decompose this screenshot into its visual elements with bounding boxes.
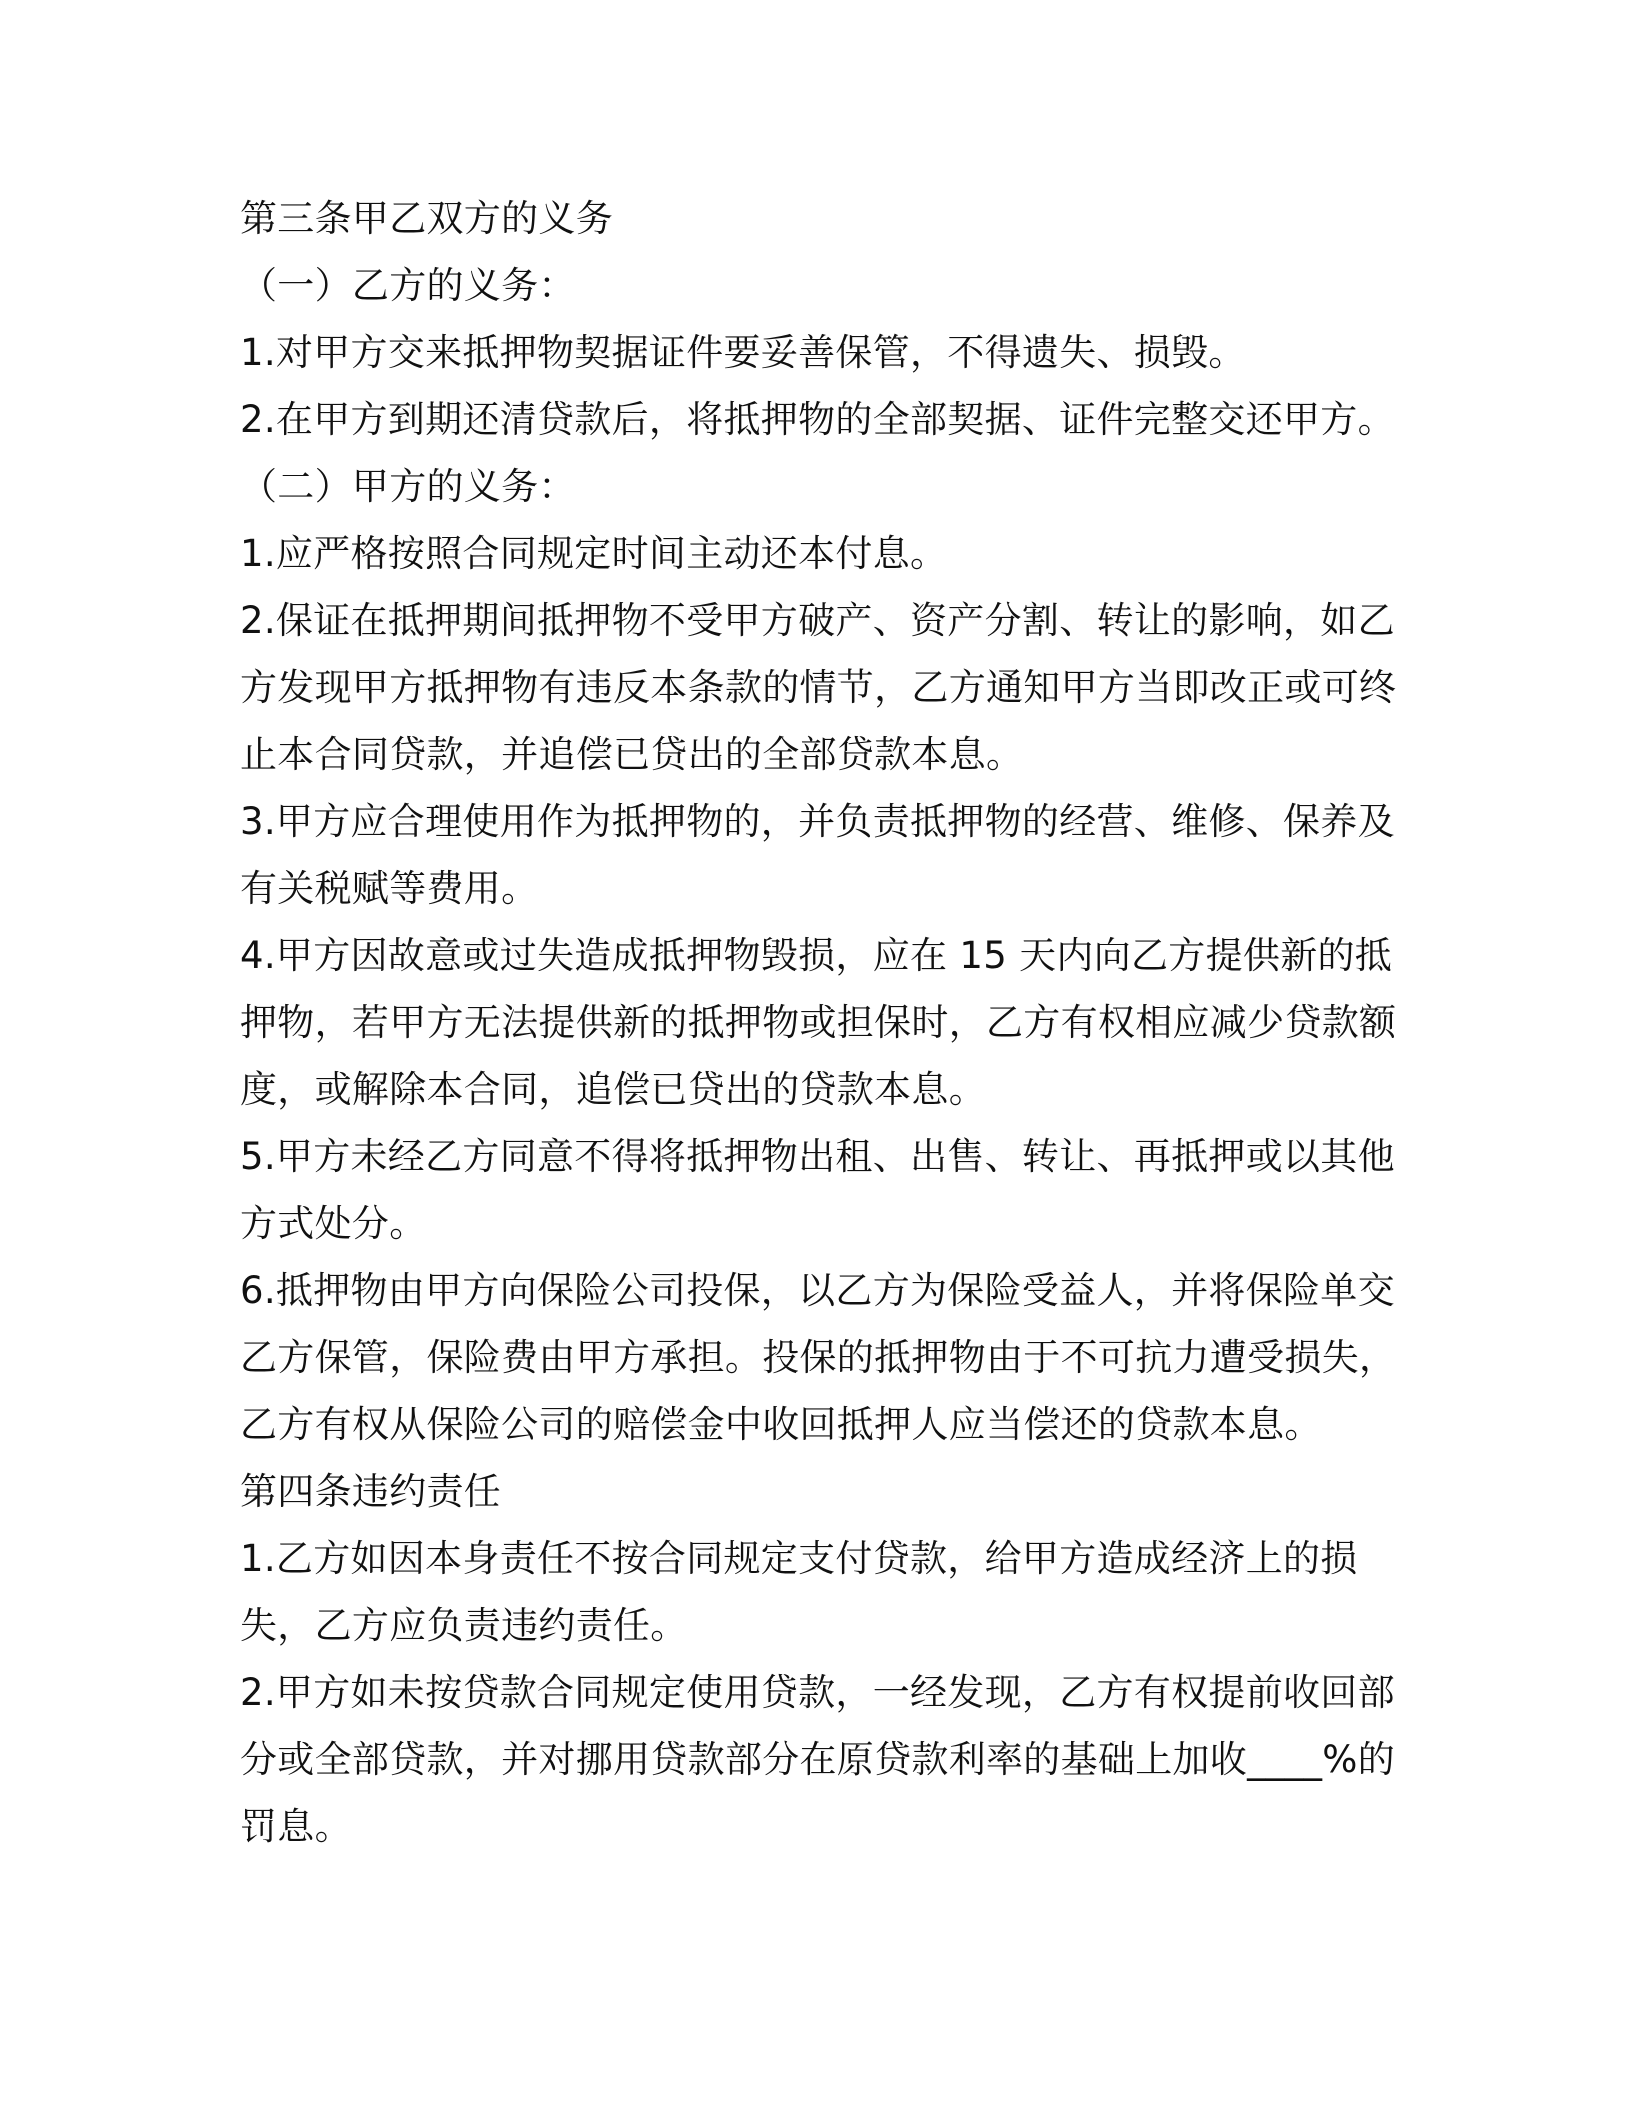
paragraph-line: 失，乙方应负责违约责任。 [240, 1604, 688, 1647]
article-3-heading: 第三条甲乙双方的义务 [240, 197, 613, 240]
paragraph-line: 止本合同贷款，并追偿已贷出的全部贷款本息。 [240, 733, 1024, 776]
paragraph-line: 2.甲方如未按贷款合同规定使用贷款，一经发现，乙方有权提前收回部 [240, 1671, 1395, 1714]
party-a-duties-heading: （二）甲方的义务： [240, 465, 576, 508]
paragraph-line: 乙方保管，保险费由甲方承担。投保的抵押物由于不可抗力遭受损失， [240, 1336, 1397, 1379]
paragraph-line: 2.保证在抵押期间抵押物不受甲方破产、资产分割、转让的影响，如乙 [240, 599, 1395, 642]
party-b-duties-heading: （一）乙方的义务： [240, 264, 576, 307]
paragraph-line: 1.乙方如因本身责任不按合同规定支付贷款，给甲方造成经济上的损 [240, 1537, 1358, 1580]
paragraph-line: 1.应严格按照合同规定时间主动还本付息。 [240, 532, 948, 575]
paragraph-line: 度，或解除本合同，追偿已贷出的贷款本息。 [240, 1068, 986, 1111]
paragraph-line: 4.甲方因故意或过失造成抵押物毁损，应在 15 天内向乙方提供新的抵 [240, 934, 1393, 977]
paragraph-line: 6.抵押物由甲方向保险公司投保，以乙方为保险受益人，并将保险单交 [240, 1269, 1395, 1312]
paragraph-line: 罚息。 [240, 1805, 352, 1848]
paragraph-line: 方发现甲方抵押物有违反本条款的情节，乙方通知甲方当即改正或可终 [240, 666, 1397, 709]
paragraph-line: 方式处分。 [240, 1202, 427, 1245]
paragraph-line: 3.甲方应合理使用作为抵押物的，并负责抵押物的经营、维修、保养及 [240, 800, 1395, 843]
paragraph-line: 乙方有权从保险公司的赔偿金中收回抵押人应当偿还的贷款本息。 [240, 1403, 1322, 1446]
document-page [240, 185, 1397, 1860]
paragraph-line: 分或全部贷款，并对挪用贷款部分在原贷款利率的基础上加收____%的 [240, 1738, 1396, 1781]
paragraph-line: 1.对甲方交来抵押物契据证件要妥善保管，不得遗失、损毁。 [240, 331, 1246, 374]
paragraph-line: 2.在甲方到期还清贷款后，将抵押物的全部契据、证件完整交还甲方。 [240, 398, 1395, 441]
article-4-heading: 第四条违约责任 [240, 1470, 502, 1513]
paragraph-line: 有关税赋等费用。 [240, 867, 539, 910]
paragraph-line: 押物，若甲方无法提供新的抵押物或担保时，乙方有权相应减少贷款额 [240, 1001, 1397, 1044]
paragraph-line: 5.甲方未经乙方同意不得将抵押物出租、出售、转让、再抵押或以其他 [240, 1135, 1395, 1178]
